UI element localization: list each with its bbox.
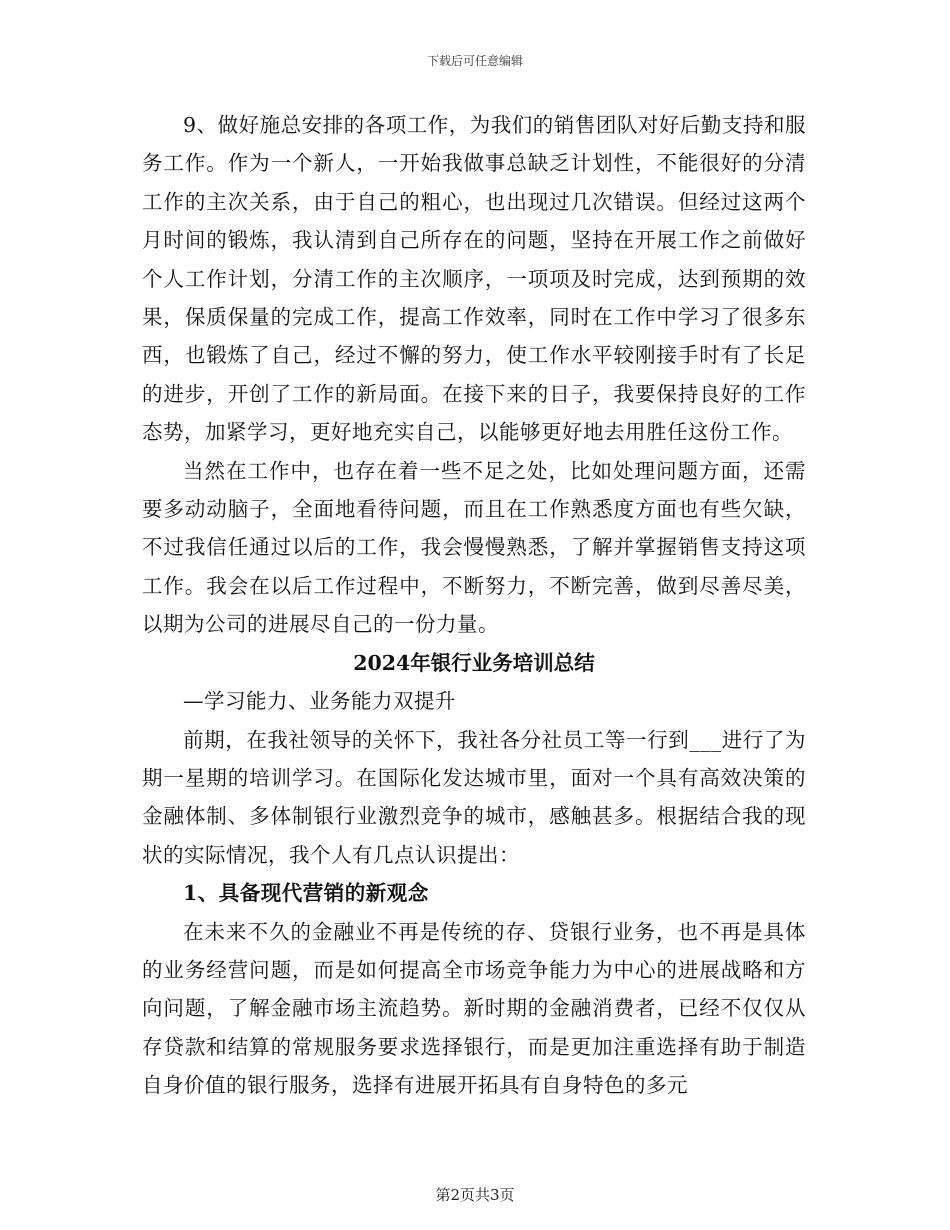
paragraph-work-duties: 9、做好施总安排的各项工作，为我们的销售团队对好后勤支持和服务工作。作为一个新人，一开始我做事总缺乏计划性，不能很好的分清工作的主次关系，由于自己的粗心，也出现过几次错误。但经过这两个月时间的锻炼，我认清到自己所存在的问题，坚持在开展工作之前做好个人工作计划，分清工作的主次顺序，一项项及时完成，达到预期的效果，保质保量的完成工作，提高工作效率，同时在工作中学习了很多东西，也锻炼了自己，经过不懈的努力，使工作水平较刚接手时有了长足的进步，开创了工作的新局面。在接下来的日子，我要保持良好的工作态势，加紧学习，更好地充实自己，以能够更好地去用胜任这份工作。 <box>142 113 806 445</box>
paragraph-shortcomings: 当然在工作中，也存在着一些不足之处，比如处理问题方面，还需要多动动脑子，全面地看待问题，而且在工作熟悉度方面也有些欠缺，不过我信任通过以后的工作，我会慢慢熟悉，了解并掌握销售支持这项工作。我会在以后工作过程中，不断努力，不断完善，做到尽善尽美，以期为公司的进展尽自己的一份力量。 <box>142 458 806 637</box>
document-subtitle: —学习能力、业务能力双提升 <box>183 689 456 714</box>
document-title: 2024年银行业务培训总结 <box>353 650 595 675</box>
paragraph-marketing: 在未来不久的金融业不再是传统的存、贷银行业务，也不再是具体的业务经营问题，而是如何提高全市场竞争能力为中心的进展战略和方向问题，了解金融市场主流趋势。新时期的金融消费者，已经不仅仅从存贷款和结算的常规服务要求选择银行，而是更加注重选择有助于制造自身价值的银行服务，选择有进展开拓具有自身特色的多元 <box>142 919 806 1098</box>
paragraph-training-intro: 前期，在我社领导的关怀下，我社各分社员工等一行到___进行了为期一星期的培训学习。在国际化发达城市里，面对一个具有高效决策的金融体制、多体制银行业激烈竞争的城市，感触甚多。根据结合我的现状的实际情况，我个人有几点认识提出： <box>142 727 806 867</box>
document-body <box>142 106 806 1105</box>
section-heading-marketing: 1、具备现代营销的新观念 <box>183 881 429 906</box>
page-header: 下载后可任意编辑 <box>426 54 523 68</box>
page-footer: 第2页共3页 <box>435 1186 515 1204</box>
